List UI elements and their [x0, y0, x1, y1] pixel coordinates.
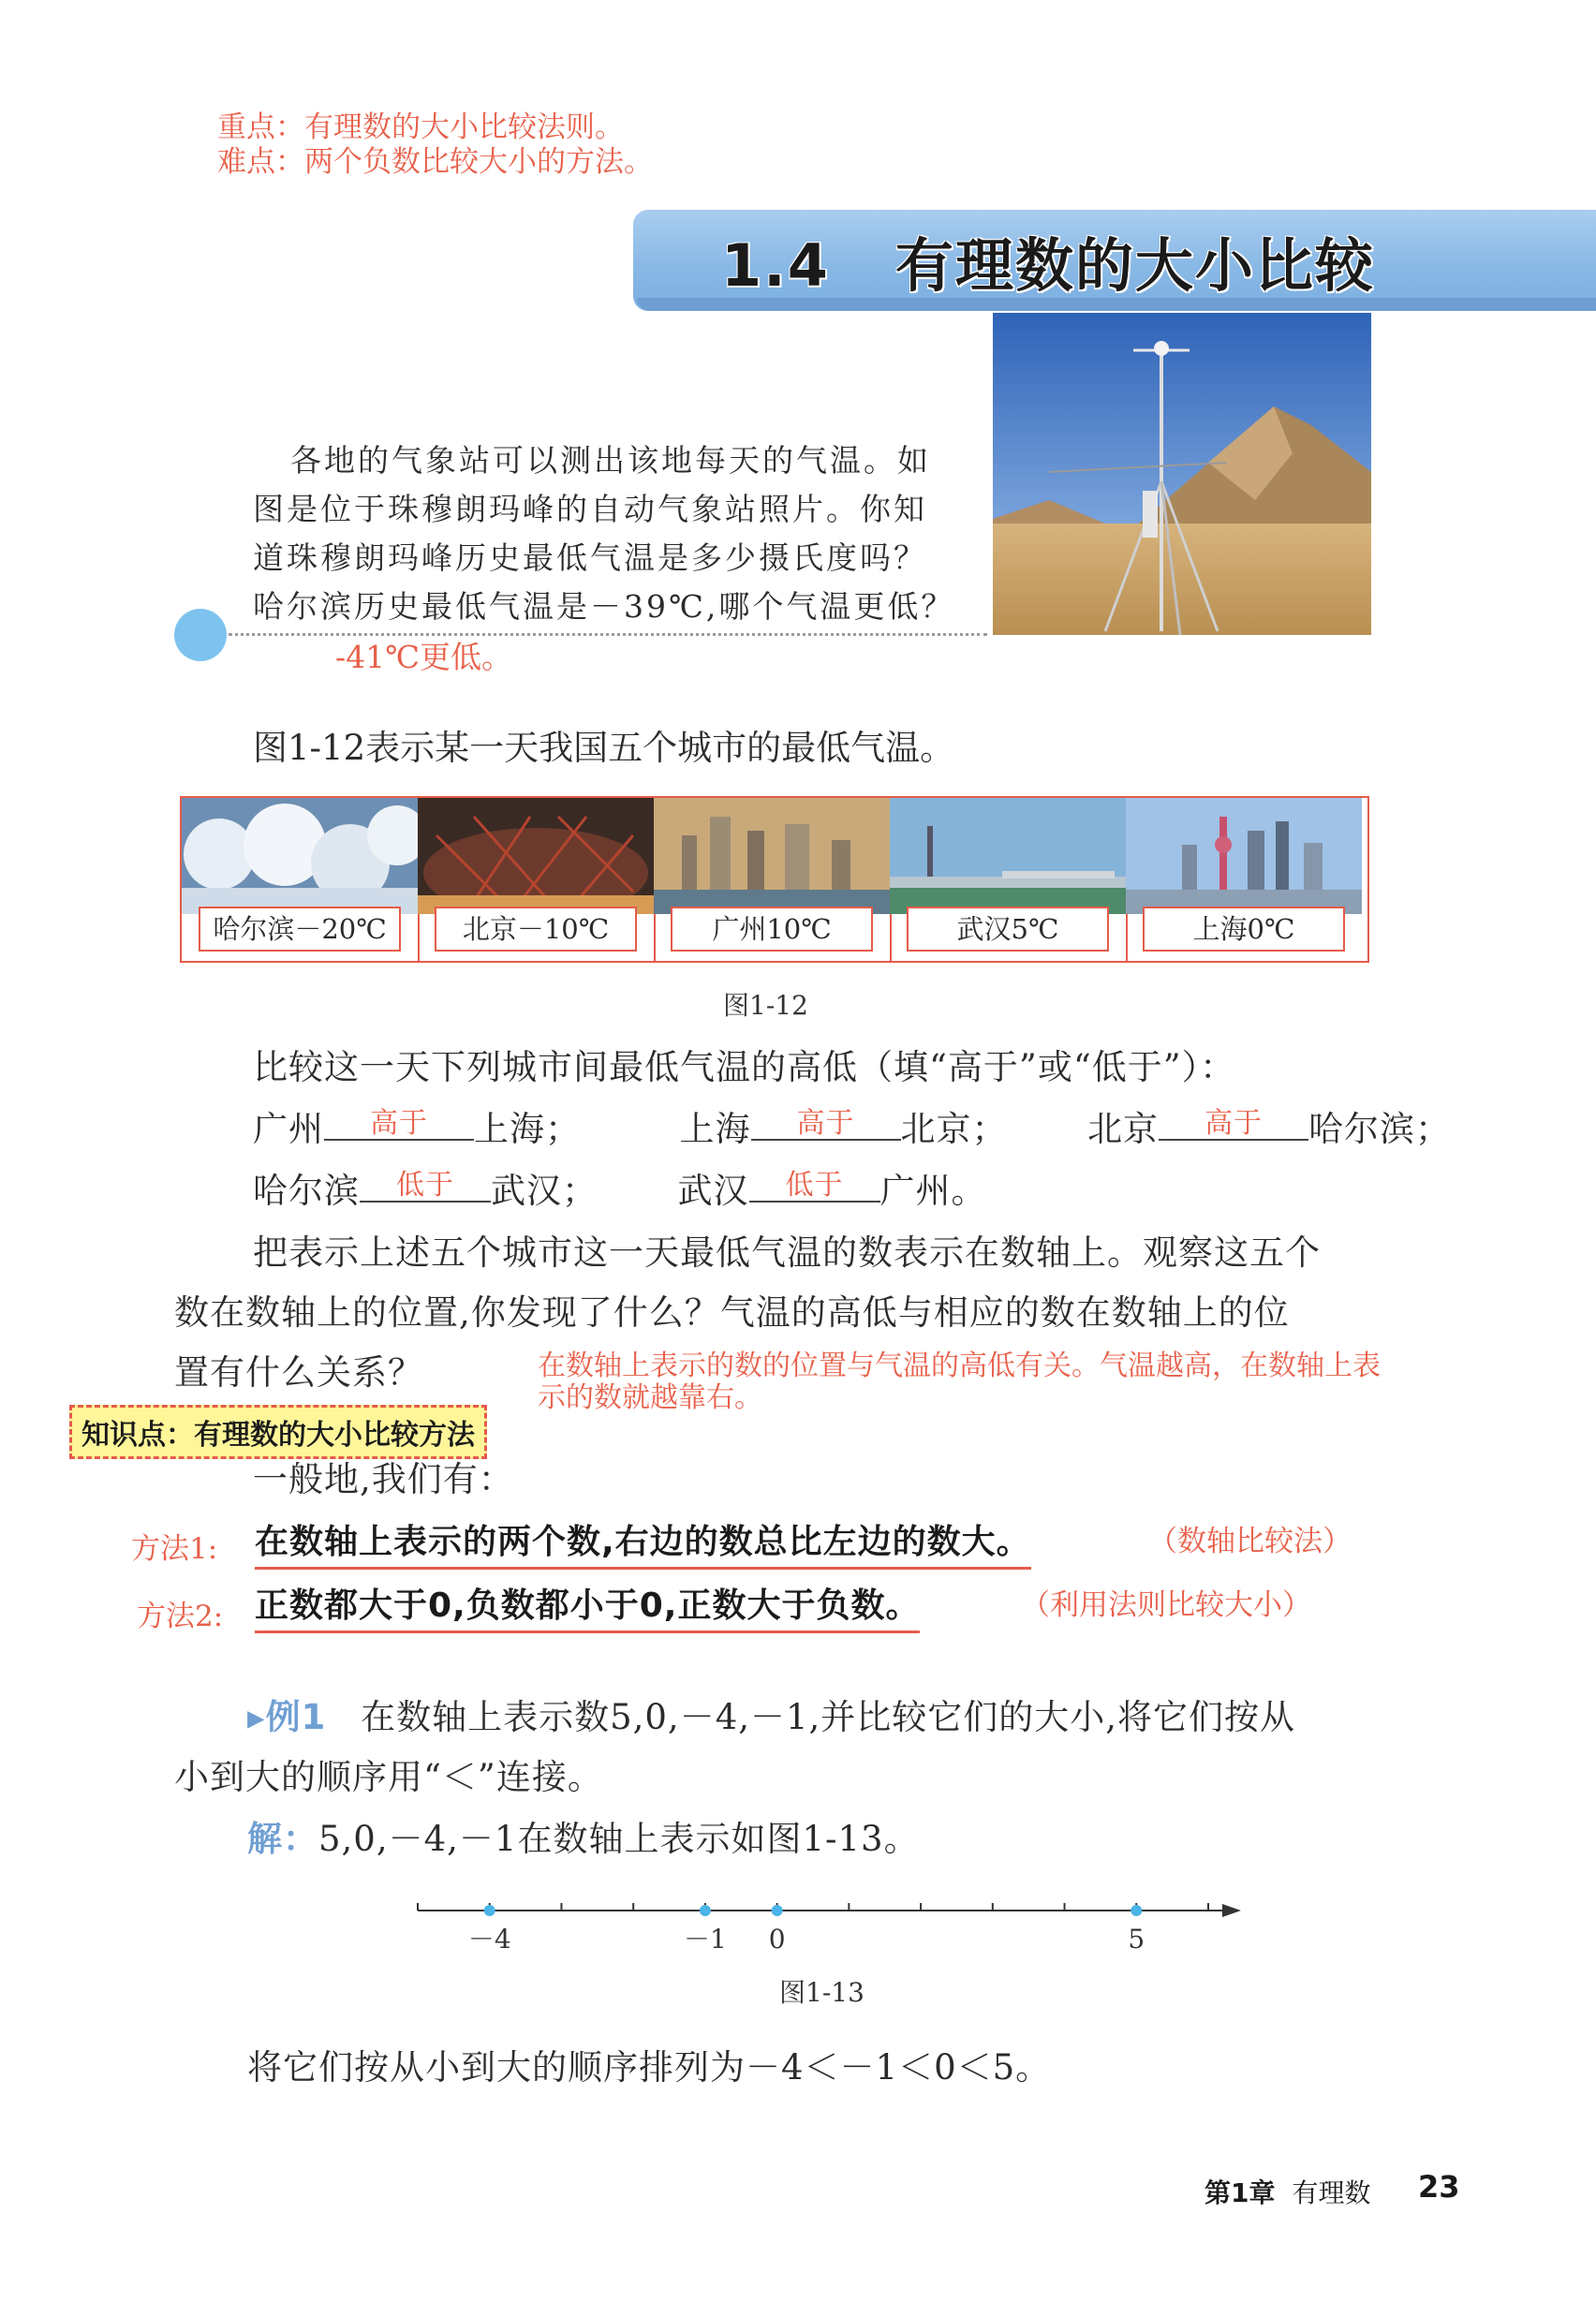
- number-line-label: 5: [1128, 1924, 1145, 1955]
- city-cell-shanghai: [1126, 798, 1362, 961]
- city-label: 广州10℃: [671, 907, 873, 952]
- compare-a: 哈尔滨: [253, 1171, 360, 1211]
- answer-blank: [1159, 1101, 1308, 1141]
- blank-fill: 高于: [1204, 1107, 1264, 1140]
- knowledge-point-tag: 知识点：有理数的大小比较方法: [69, 1405, 487, 1459]
- beijing-image: [418, 798, 654, 914]
- intro-paragraph: 各地的气象站可以测出该地每天的气温。如图是位于珠穆朗玛峰的自动气象站照片。你知道珠穆朗玛峰历史最低气温是多少摄氏度吗？哈尔滨历史最低气温是－39℃,哪个气温更低？: [253, 442, 955, 625]
- number-line-points: [468, 1905, 1145, 1955]
- keypoints: [217, 111, 653, 180]
- city-label: 武汉5℃: [907, 907, 1109, 952]
- compare-b: 北京；: [900, 1109, 1008, 1149]
- answer-blank: [749, 1163, 880, 1203]
- compare-prompt: 比较这一天下列城市间最低气温的高低（填“高于”或“低于”）：: [253, 1047, 1236, 1087]
- number-line-point: [700, 1905, 711, 1916]
- question-line-3: 置有什么关系？: [174, 1352, 423, 1393]
- city-cell-harbin: [182, 798, 420, 961]
- compare-b: 武汉；: [491, 1171, 598, 1211]
- compare-a: 武汉: [677, 1171, 749, 1211]
- compare-b: 上海；: [474, 1109, 581, 1149]
- answer-blank: [360, 1163, 491, 1203]
- blank-fill: 高于: [796, 1107, 855, 1140]
- city-temperature-strip: [180, 796, 1369, 963]
- compare-b: 广州。: [879, 1171, 987, 1211]
- example-line-1: 在数轴上表示数5,0,－4,－1,并比较它们的大小,将它们按从: [361, 1697, 1296, 1737]
- compare-a: 北京: [1087, 1109, 1160, 1149]
- number-line-label: －1: [683, 1924, 727, 1955]
- conclusion: 将它们按从小到大的顺序排列为－4＜－1＜0＜5。: [247, 2047, 1052, 2088]
- city-cell-beijing: [418, 798, 656, 961]
- guangzhou-image: [654, 798, 890, 914]
- number-line-point: [484, 1905, 495, 1916]
- wuhan-image: [890, 798, 1126, 914]
- compare-row-1: [253, 1099, 1451, 1159]
- city-label: 上海0℃: [1143, 907, 1345, 952]
- example-1: [247, 1688, 1295, 1748]
- answer-blank: [751, 1101, 901, 1141]
- question-line-1: 把表示上述五个城市这一天最低气温的数表示在数轴上。观察这五个: [253, 1232, 1321, 1273]
- general-statement: 一般地,我们有：: [253, 1459, 514, 1499]
- city-cell-wuhan: [890, 798, 1128, 961]
- number-line-arrow: [1222, 1904, 1241, 1917]
- blank-fill: 低于: [396, 1169, 454, 1202]
- compare-row-2: [253, 1161, 987, 1221]
- blue-dot-marker: [174, 609, 227, 661]
- answer-blank: [324, 1101, 474, 1141]
- difficulty-note: 难点：两个负数比较大小的方法。: [217, 145, 653, 179]
- number-line-point: [772, 1905, 783, 1916]
- number-line-label: －4: [467, 1924, 511, 1955]
- harbin-image: [182, 798, 418, 914]
- handwritten-relation-answer: [538, 1350, 1381, 1414]
- relation-answer-line-1: 在数轴上表示的数的位置与气温的高低有关。气温越高，在数轴上表: [538, 1350, 1381, 1382]
- chapter-number: 第1章: [1204, 2177, 1276, 2208]
- city-cell-guangzhou: [654, 798, 892, 961]
- section-title: [721, 219, 1375, 303]
- example-line-2: 小到大的顺序用“＜”连接。: [174, 1757, 603, 1797]
- question-line-2: 数在数轴上的位置,你发现了什么？气温的高低与相应的数在数轴上的位: [174, 1292, 1290, 1333]
- example-label: ▸例1: [247, 1697, 327, 1737]
- method-1-note: （数轴比较法）: [1148, 1525, 1352, 1558]
- number-line-point: [1130, 1905, 1142, 1916]
- solution-label: 解：: [247, 1819, 318, 1859]
- shanghai-image: [1126, 798, 1362, 914]
- page-number: 23: [1418, 2169, 1460, 2205]
- focus-note: 重点：有理数的大小比较法则。: [217, 111, 624, 144]
- weather-station-photo: [993, 313, 1371, 635]
- solution-text: 5,0,－4,－1在数轴上表示如图1-13。: [318, 1819, 920, 1859]
- handwritten-answer: -41℃更低。: [335, 639, 513, 675]
- method-2-note: （利用法则比较大小）: [1021, 1588, 1311, 1622]
- blank-fill: 高于: [370, 1107, 428, 1140]
- number-line-ticks: [418, 1903, 1208, 1911]
- method-2-text: 正数都大于0,负数都小于0,正数大于负数。: [255, 1579, 920, 1633]
- city-label: 哈尔滨－20℃: [199, 907, 401, 952]
- section-name: 有理数的大小比较: [894, 231, 1375, 300]
- method-2-label: 方法2:: [137, 1600, 224, 1633]
- chapter-name: 有理数: [1292, 2177, 1371, 2208]
- compare-a: 上海: [679, 1109, 751, 1149]
- footer-chapter: [1204, 2173, 1371, 2210]
- compare-a: 广州: [253, 1109, 324, 1149]
- figure-intro: 图1-12表示某一天我国五个城市的最低气温。: [253, 728, 955, 768]
- section-number: 1.4: [721, 231, 830, 300]
- figure-13-caption: 图1-13: [779, 1977, 864, 2008]
- city-label: 北京－10℃: [435, 907, 637, 952]
- method-1-label: 方法1:: [131, 1532, 218, 1566]
- blank-fill: 低于: [785, 1169, 844, 1202]
- compare-b: 哈尔滨；: [1308, 1109, 1452, 1149]
- figure-12-caption: 图1-12: [723, 990, 808, 1021]
- number-line-figure: [393, 1882, 1255, 1967]
- relation-answer-line-2: 示的数就越靠右。: [538, 1381, 762, 1414]
- solution: [247, 1809, 920, 1869]
- method-1-text: 在数轴上表示的两个数,右边的数总比左边的数大。: [255, 1515, 1031, 1570]
- number-line-label: 0: [768, 1924, 786, 1955]
